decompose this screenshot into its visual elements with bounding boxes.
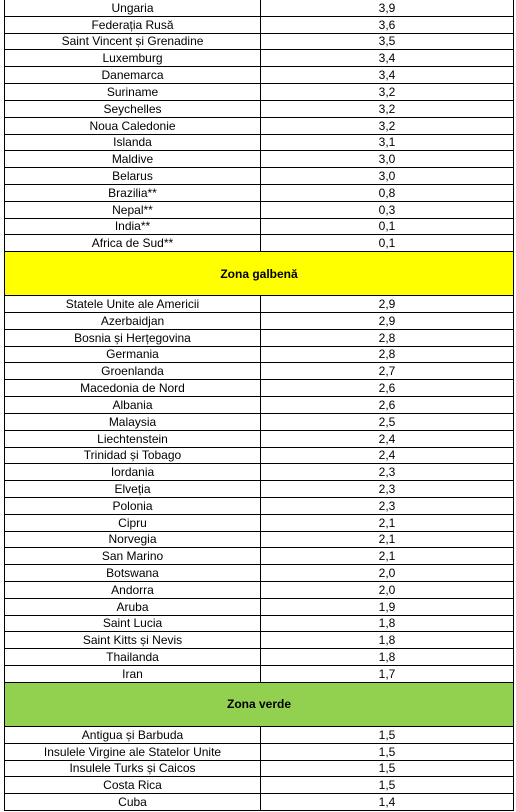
country-name: Ungaria [5,0,261,16]
table-row [4,185,514,202]
country-name: Malaysia [5,414,261,430]
table-row [4,34,514,51]
incidence-value: 1,9 [378,599,396,614]
country-name: Danemarca [5,67,261,83]
table-row [4,616,514,633]
country-name: Saint Kitts și Nevis [5,632,261,648]
incidence-value: 2,1 [378,515,396,530]
table-row [4,380,514,397]
table-row [4,347,514,364]
table-row [4,84,514,101]
incidence-value: 3,6 [378,17,396,32]
incidence-value: 2,4 [378,448,396,463]
table-row [4,397,514,414]
table-row [4,632,514,649]
incidence-value: 0,8 [378,185,396,200]
country-name: Africa de Sud** [5,235,261,251]
table-row [4,431,514,448]
table-row [4,761,514,778]
country-name: Antigua și Barbuda [5,727,261,743]
table-row [4,135,514,152]
incidence-value: 3,9 [378,0,396,15]
incidence-value: 0,1 [378,236,396,251]
country-name: Noua Caledonie [5,118,261,134]
incidence-value: 1,5 [378,727,396,742]
country-name: Norvegia [5,532,261,548]
zone-heading: Zona verde [4,683,514,727]
country-name: India** [5,219,261,235]
country-name: Insulele Virgine ale Statelor Unite [5,744,261,760]
country-name: Andorra [5,582,261,598]
incidence-value: 3,2 [378,84,396,99]
country-name: Botswana [5,565,261,581]
table-row [4,448,514,465]
table-row [4,666,514,683]
country-name: Nepal** [5,202,261,218]
country-name: Saint Lucia [5,616,261,632]
country-incidence-table [4,0,514,811]
incidence-value: 2,4 [378,431,396,446]
table-row [4,649,514,666]
country-name: Elveția [5,481,261,497]
country-name: Macedonia de Nord [5,380,261,396]
table-row [4,548,514,565]
incidence-value: 3,2 [378,118,396,133]
table-row [4,498,514,515]
incidence-value: 2,7 [378,364,396,379]
country-name: Iordania [5,464,261,480]
incidence-value: 2,1 [378,532,396,547]
incidence-value: 2,5 [378,414,396,429]
table-row [4,414,514,431]
incidence-value: 1,8 [378,633,396,648]
incidence-value: 0,1 [378,219,396,234]
table-row [4,794,514,811]
incidence-value: 2,8 [378,330,396,345]
country-name: Iran [5,666,261,682]
country-name: Belarus [5,168,261,184]
country-name: Luxemburg [5,50,261,66]
incidence-value: 3,5 [378,34,396,49]
country-name: Costa Rica [5,777,261,793]
table-row [4,565,514,582]
country-name: Cipru [5,515,261,531]
table-row [4,17,514,34]
table-row [4,67,514,84]
table-row [4,101,514,118]
country-name: Maldive [5,151,261,167]
table-row [4,515,514,532]
table-row [4,464,514,481]
country-name: Brazilia** [5,185,261,201]
country-name: Trinidad și Tobago [5,448,261,464]
country-name: Thailanda [5,649,261,665]
table-row [4,481,514,498]
table-row [4,582,514,599]
table-row [4,330,514,347]
incidence-value: 2,6 [378,397,396,412]
incidence-value: 3,0 [378,152,396,167]
country-name: Statele Unite ale Americii [5,296,261,312]
table-row [4,777,514,794]
country-name: Federația Rusă [5,17,261,33]
country-name: Cuba [5,794,261,810]
table-row [4,0,514,17]
table-row [4,235,514,252]
incidence-value: 3,4 [378,51,396,66]
table-row [4,168,514,185]
incidence-value: 0,3 [378,202,396,217]
country-name: Azerbaidjan [5,313,261,329]
incidence-value: 3,4 [378,68,396,83]
country-name: Islanda [5,135,261,151]
country-name: Seychelles [5,101,261,117]
incidence-value: 3,1 [378,135,396,150]
incidence-value: 2,3 [378,481,396,496]
country-name: Saint Vincent și Grenadine [5,34,261,50]
country-name: Germania [5,347,261,363]
incidence-value: 1,7 [378,666,396,681]
table-row [4,727,514,744]
table-row [4,118,514,135]
incidence-value: 2,9 [378,297,396,311]
country-name: Polonia [5,498,261,514]
country-name: Insulele Turks și Caicos [5,761,261,777]
table-row [4,599,514,616]
table-row [4,50,514,67]
table-row [4,532,514,549]
country-name: San Marino [5,548,261,564]
table-row [4,219,514,236]
country-name: Aruba [5,599,261,615]
incidence-value: 2,6 [378,381,396,396]
incidence-value: 2,9 [378,313,396,328]
incidence-value: 1,5 [378,744,396,759]
incidence-value: 1,8 [378,616,396,631]
incidence-value: 1,5 [378,778,396,793]
table-row [4,363,514,380]
zone-heading: Zona galbenă [4,252,514,296]
incidence-value: 2,3 [378,465,396,480]
table-row [4,313,514,330]
country-name: Albania [5,397,261,413]
incidence-value: 3,0 [378,168,396,183]
country-name: Suriname [5,84,261,100]
country-name: Bosnia și Herțegovina [5,330,261,346]
incidence-value: 3,2 [378,101,396,116]
table-row [4,296,514,313]
table-row [4,151,514,168]
country-name: Groenlanda [5,363,261,379]
incidence-value: 1,5 [378,761,396,776]
table-row [4,744,514,761]
incidence-value: 2,0 [378,582,396,597]
incidence-value: 2,3 [378,498,396,513]
country-name: Liechtenstein [5,431,261,447]
incidence-value: 2,1 [378,549,396,564]
incidence-value: 1,4 [378,794,396,809]
incidence-value: 1,8 [378,650,396,665]
incidence-value: 2,8 [378,347,396,362]
table-row [4,202,514,219]
incidence-value: 2,0 [378,566,396,580]
